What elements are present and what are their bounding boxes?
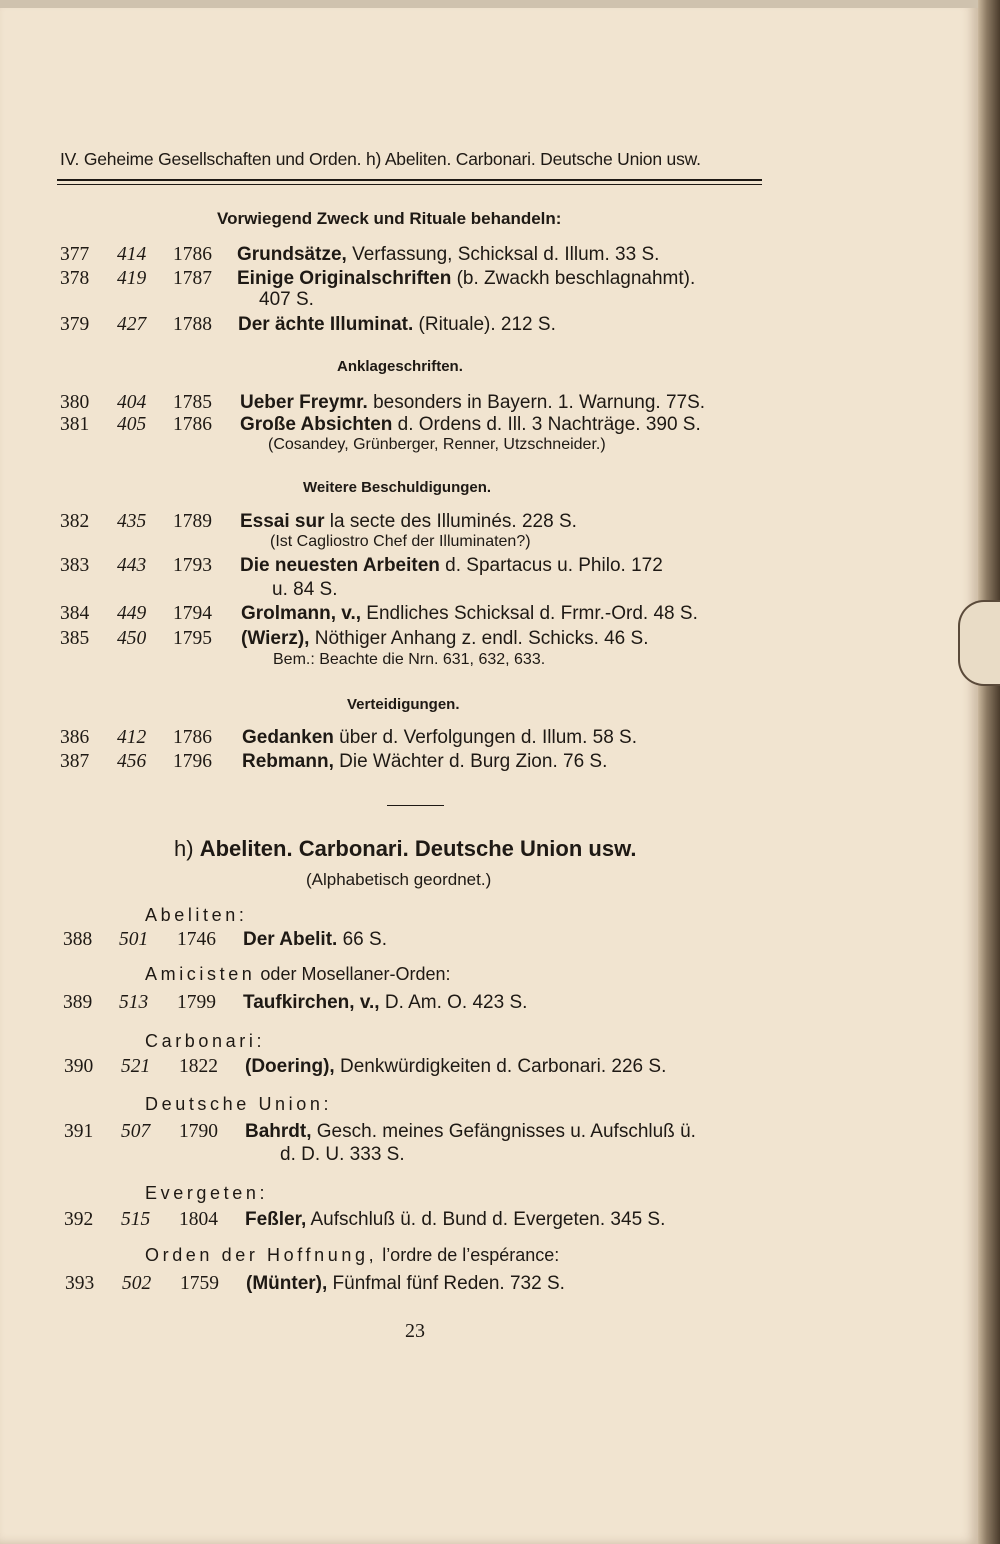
entry-description: Aufschluß ü. d. Bund d. Evergeten. 345 S. (306, 1209, 666, 1230)
entry-number: 386 (60, 727, 90, 748)
entry-note: (Cosandey, Grünberger, Renner, Utzschneider.) (268, 436, 606, 453)
entry-description: Nöthiger Anhang z. endl. Schicks. 46 S. (309, 628, 649, 649)
entry-year: 1793 (173, 555, 212, 576)
entry-original-number: 412 (117, 727, 147, 748)
entry-description: la secte des Illuminés. 228 S. (324, 511, 577, 532)
entry-original-number: 449 (117, 603, 147, 624)
entry-title: (Doering), (245, 1056, 335, 1077)
entry-number: 382 (60, 511, 90, 532)
entry-original-number: 450 (117, 628, 147, 649)
page-number: 23 (405, 1320, 425, 1342)
section-h-prefix: h) (174, 836, 200, 861)
entry-note: (Ist Cagliostro Chef der Illuminaten?) (270, 533, 531, 550)
section-heading-zweck: Vorwiegend Zweck und Rituale behandeln: (217, 209, 562, 228)
entry-title: Der ächte Illuminat. (238, 314, 414, 335)
entry-number: 389 (63, 992, 93, 1013)
header-rule-thin (57, 184, 762, 185)
entry-year: 1804 (179, 1209, 218, 1230)
category-abeliten: Abeliten: (145, 905, 248, 925)
entry-number: 392 (64, 1209, 94, 1230)
entry-number: 388 (63, 929, 93, 950)
entry-number: 387 (60, 751, 90, 772)
entry-description: Endliches Schicksal d. Frmr.-Ord. 48 S. (361, 603, 698, 624)
entry-description: Verfassung, Schicksal d. Illum. 33 S. (346, 244, 660, 265)
section-heading-weitere: Weitere Beschuldigungen. (303, 479, 492, 496)
entry-year: 1746 (177, 929, 216, 950)
entry-original-number: 427 (117, 314, 147, 335)
section-divider (387, 805, 444, 806)
entry-description: besonders in Bayern. 1. Warnung. 77S. (367, 392, 706, 413)
section-heading-verteidigung: Verteidigungen. (347, 696, 460, 713)
entry-description: D. Am. O. 423 S. (379, 992, 528, 1013)
category-deutsche-union: Deutsche Union: (145, 1094, 333, 1114)
entry-year: 1786 (173, 727, 212, 748)
entry-original-number: 419 (117, 268, 147, 289)
entry-year: 1799 (177, 992, 216, 1013)
entry-year: 1790 (179, 1121, 218, 1142)
entry-title: (Wierz), (241, 628, 310, 649)
entry-title: Bahrdt, (245, 1121, 312, 1142)
category-evergeten: Evergeten: (145, 1183, 269, 1203)
entry-original-number: 501 (119, 929, 149, 950)
entry-number: 393 (65, 1273, 95, 1294)
entry-number: 377 (60, 244, 90, 265)
section-heading-anklage: Anklageschriften. (337, 358, 463, 375)
top-edge (0, 0, 978, 8)
entry-note: Bem.: Beachte die Nrn. 631, 632, 633. (273, 651, 546, 668)
page-edge-tab (958, 600, 1000, 686)
entry-description: d. Ordens d. Ill. 3 Nachträge. 390 S. (392, 414, 701, 435)
entry-year: 1822 (179, 1056, 218, 1077)
entry-description: Denkwürdigkeiten d. Carbonari. 226 S. (334, 1056, 667, 1077)
entry-year: 1786 (173, 414, 212, 435)
entry-original-number: 404 (117, 392, 147, 413)
entry-number: 379 (60, 314, 90, 335)
entry-title: (Münter), (246, 1273, 328, 1294)
entry-year: 1785 (173, 392, 212, 413)
entry-original-number: 456 (117, 751, 147, 772)
entry-number: 383 (60, 555, 90, 576)
entry-original-number: 443 (117, 555, 147, 576)
category-hoffnung-name: Orden der Hoffnung, (145, 1245, 378, 1265)
entry-year: 1786 (173, 244, 212, 265)
entry-year: 1794 (173, 603, 212, 624)
entry-original-number: 513 (119, 992, 149, 1013)
entry-title: Gedanken (242, 727, 334, 748)
entry-description: Gesch. meines Gefängnisses u. Aufschluß ü. (311, 1121, 696, 1142)
entry-title: Ueber Freymr. (240, 392, 368, 413)
entry-original-number: 435 (117, 511, 147, 532)
entry-original-number: 405 (117, 414, 147, 435)
entry-title: Taufkirchen, v., (243, 992, 380, 1013)
entry-number: 384 (60, 603, 90, 624)
section-h-title-text: Abeliten. Carbonari. Deutsche Union usw. (199, 836, 637, 861)
entry-number: 391 (64, 1121, 94, 1142)
entry-description: Die Wächter d. Burg Zion. 76 S. (333, 751, 608, 772)
entry-year: 1789 (173, 511, 212, 532)
entry-number: 390 (64, 1056, 94, 1077)
entry-description: (b. Zwackh beschlagnahmt). (451, 268, 696, 289)
entry-continuation: 407 S. (259, 289, 314, 310)
entry-description: über d. Verfolgungen d. Illum. 58 S. (333, 727, 638, 748)
entry-year: 1759 (180, 1273, 219, 1294)
entry-year: 1795 (173, 628, 212, 649)
entry-description: (Rituale). 212 S. (413, 314, 556, 335)
entry-description: 66 S. (337, 929, 387, 950)
entry-original-number: 502 (122, 1273, 152, 1294)
entry-title: Einige Originalschriften (237, 268, 452, 289)
category-carbonari: Carbonari: (145, 1031, 266, 1051)
category-hoffnung (145, 1245, 559, 1266)
entry-original-number: 414 (117, 244, 147, 265)
entry-title: Essai sur (240, 511, 325, 532)
running-header: IV. Geheime Gesellschaften und Orden. h) Abeliten. Carbonari. Deutsche Union usw. (60, 149, 701, 169)
entry-year: 1788 (173, 314, 212, 335)
entry-continuation: d. D. U. 333 S. (280, 1144, 405, 1165)
entry-title: Grolmann, v., (241, 603, 362, 624)
entry-title: Große Absichten (240, 414, 393, 435)
entry-description: Fünfmal fünf Reden. 732 S. (327, 1273, 565, 1294)
entry-number: 380 (60, 392, 90, 413)
entry-year: 1787 (173, 268, 212, 289)
entry-number: 378 (60, 268, 90, 289)
entry-year: 1796 (173, 751, 212, 772)
entry-title: Rebmann, (242, 751, 334, 772)
section-h-subtitle: (Alphabetisch geordnet.) (306, 870, 492, 889)
book-page-edge (978, 0, 1000, 1544)
entry-original-number: 521 (121, 1056, 151, 1077)
entry-continuation: u. 84 S. (272, 579, 338, 600)
category-amicisten-rest: oder Mosellaner-Orden: (255, 964, 451, 984)
entry-number: 381 (60, 414, 90, 435)
entry-description: d. Spartacus u. Philo. 172 (439, 555, 663, 576)
entry-title: Grundsätze, (237, 244, 347, 265)
header-rule-thick (57, 179, 762, 181)
entry-title: Der Abelit. (243, 929, 338, 950)
category-amicisten (145, 964, 451, 985)
entry-original-number: 507 (121, 1121, 151, 1142)
entry-title: Feßler, (245, 1209, 307, 1230)
entry-title: Die neuesten Arbeiten (240, 555, 440, 576)
category-amicisten-name: Amicisten (145, 964, 256, 984)
section-h-title (174, 836, 637, 862)
category-hoffnung-rest: l’ordre de l’espérance: (377, 1245, 560, 1265)
entry-number: 385 (60, 628, 90, 649)
entry-original-number: 515 (121, 1209, 151, 1230)
